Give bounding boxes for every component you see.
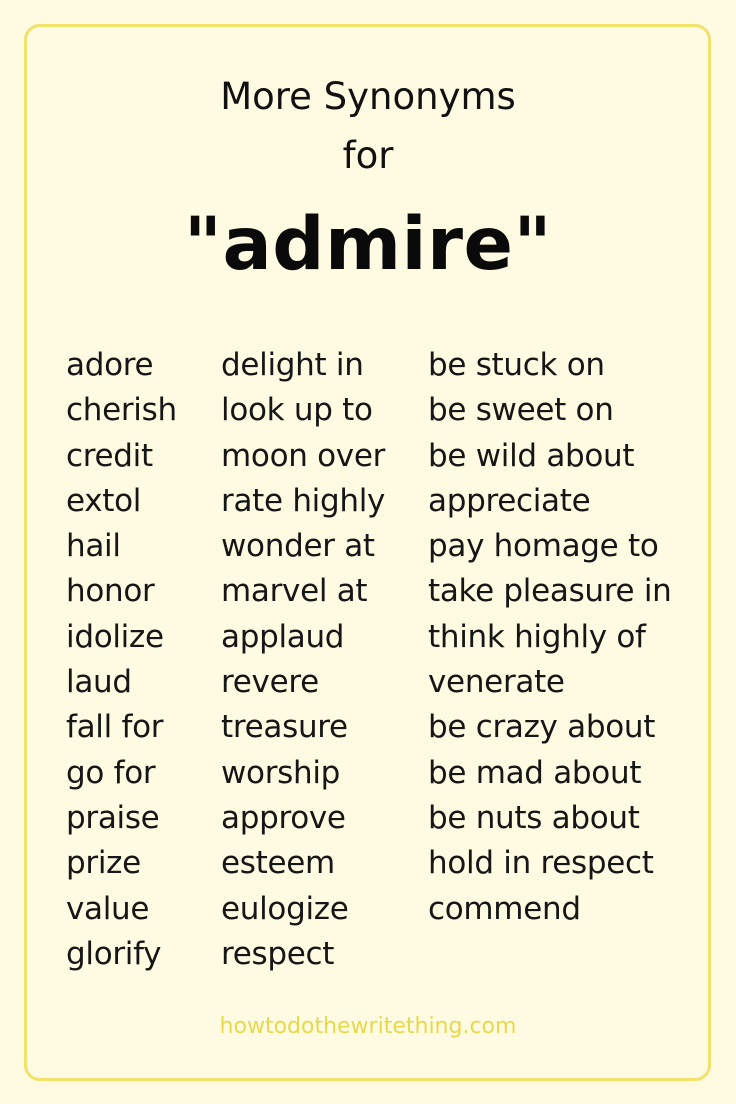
synonym-item: commend	[428, 890, 581, 927]
synonym-item: delight in	[221, 347, 364, 383]
synonym-item: appreciate	[428, 482, 591, 519]
synonym-column-3	[428, 343, 672, 932]
synonym-item: approve	[221, 799, 346, 836]
synonym-item: laud	[66, 664, 132, 701]
synonym-item: hold in respect	[428, 845, 654, 882]
synonym-item: idolize	[66, 618, 164, 655]
synonym-item: applaud	[221, 618, 345, 655]
synonym-item: treasure	[221, 709, 348, 746]
synonym-item: take pleasure in	[428, 573, 672, 610]
synonym-item: think highly of	[428, 618, 646, 655]
synonym-column-2	[221, 343, 385, 977]
synonym-item: moon over	[221, 437, 386, 474]
synonym-item: rate highly	[221, 482, 386, 519]
synonym-item: eulogize	[221, 890, 349, 927]
synonym-item: praise	[66, 799, 160, 836]
synonym-item: adore	[66, 347, 154, 383]
title-line-1: More Synonyms	[220, 75, 516, 118]
synonym-item: be wild about	[428, 437, 635, 474]
synonym-item: prize	[66, 845, 141, 882]
synonym-item: pay homage to	[428, 528, 659, 565]
title-line-2: for	[342, 134, 394, 177]
synonym-column-1	[66, 343, 177, 977]
synonym-item: cherish	[66, 392, 177, 429]
synonym-item: go for	[66, 754, 156, 791]
synonym-item: revere	[221, 664, 319, 701]
synonym-item: be stuck on	[428, 347, 605, 383]
synonym-item: be crazy about	[428, 709, 656, 746]
synonym-item: wonder at	[221, 528, 375, 565]
synonym-item: hail	[66, 528, 121, 565]
synonym-item: glorify	[66, 935, 162, 972]
synonym-item: respect	[221, 935, 335, 972]
synonym-item: be mad about	[428, 754, 642, 791]
website-footer: howtodothewritething.com	[219, 1014, 517, 1039]
synonym-item: esteem	[221, 845, 335, 882]
synonym-item: credit	[66, 437, 153, 474]
synonym-item: worship	[221, 754, 341, 791]
synonym-item: venerate	[428, 664, 565, 701]
synonym-item: be sweet on	[428, 392, 614, 429]
synonym-item: extol	[66, 482, 142, 519]
synonym-item: value	[66, 890, 150, 927]
synonym-item: look up to	[221, 392, 373, 429]
synonym-item: honor	[66, 573, 155, 610]
headword-title: "admire"	[183, 202, 553, 287]
synonym-item: be nuts about	[428, 799, 640, 836]
synonym-item: marvel at	[221, 573, 368, 610]
synonym-item: fall for	[66, 709, 164, 746]
